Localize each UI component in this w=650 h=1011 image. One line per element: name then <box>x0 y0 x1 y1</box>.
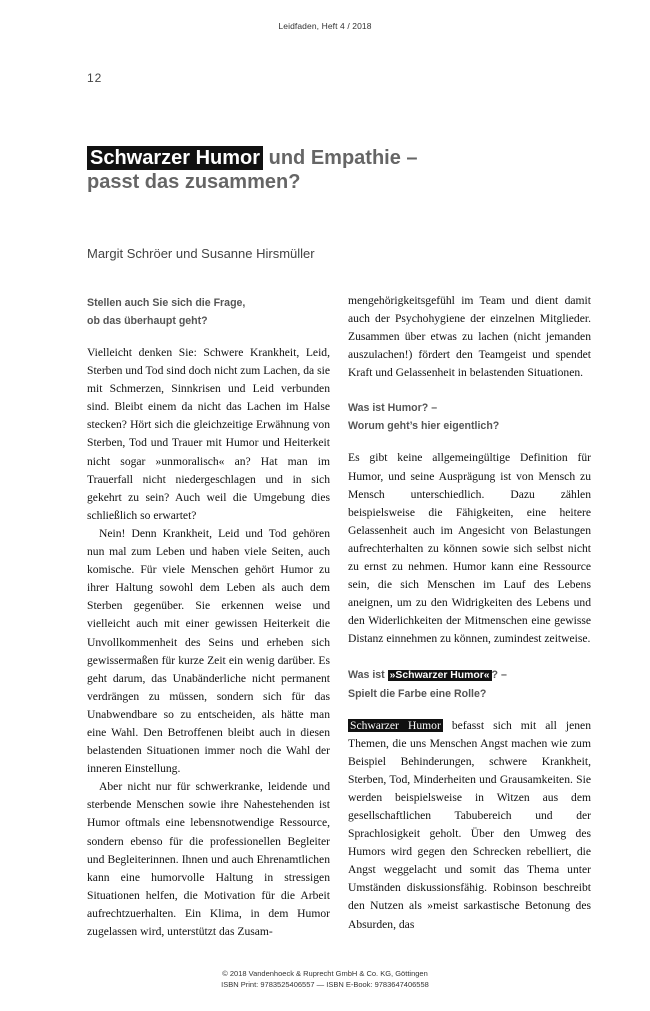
paragraph: Aber nicht nur für schwerkranke, leidende und sterbende Menschen sowie ihre Nahestehenden ist Humor oftmals eine lebensnotwendige Ressource, sondern ebenso für die professionellen Begleiter und Begleiterinnen. Ihnen und auch Ehrenamtlichen kann eine humorvolle Haltung in stressigen Situationen helfen, die Motivation für die Arbeit aufrechtzuerhalten. Ein Klima, in dem Humor zugelassen wird, unterstützt das Zusam- <box>87 780 330 938</box>
title-line2: passt das zusammen? <box>87 171 301 193</box>
running-header: Leidfaden, Heft 4 / 2018 <box>278 21 372 31</box>
section-heading-2-line2: Worum geht’s hier eigentlich? <box>348 420 500 433</box>
paragraph-text: befasst sich mit all jenen Themen, die uns Menschen Angst machen wie zum Beispiel Behinderungen, schwere Krankheit, Sterben, Tod, Minderheiten und Grausamkeiten. Sie werden beispielsweise in Witzen aus dem gesellschaftlichen Tabubereich und der Sprachlosigkeit geholt. Über den Umweg des Humors wird gegen den Schrecken rebelliert, die Angst weggelacht und somit das Thema unter Umständen diskussionsfähig. Robinson beschreibt den Nutzen als »meist sarkastische Betonung des Absurden, das <box>348 718 591 931</box>
section-heading-1-line2: ob das überhaupt geht? <box>87 315 208 327</box>
section-heading-2 <box>348 399 591 435</box>
section-heading-3-prefix: Was ist <box>348 668 388 681</box>
article-title <box>87 146 567 194</box>
authors-line: Margit Schröer und Susanne Hirsmüller <box>87 246 315 261</box>
paragraph: Vielleicht denken Sie: Schwere Krankheit, Leid, Sterben und Tod sind doch nicht zum Lachen, da sie mit Schmerzen, Sinnkrisen und Leid verbunden sind. Bleibt einem da nicht das Lachen im Halse stecken? Hört sich die gleichzeitige Erwähnung von Sterben, Tod und Trauer mit Humor und Heiterkeit nicht sogar »unmoralisch« an? Hat man im Trauerfall nicht niedergeschlagen und in sich gekehrt zu sein? Auch weil die Umgebung dies schließlich so erwartet? <box>87 346 330 522</box>
paragraph: Es gibt keine allgemeingültige Definition für Humor, und seine Ausprägung ist von Mensch zu Mensch unterschiedlich. Dazu zählen beispielsweise die Fähigkeiten, eine heitere Gelassenheit auch im Angesicht von Belastungen aufrechterhalten zu können sowie sich selbst nicht zu ernst zu nehmen. Humor kann eine Ressource sein, die sich Menschen im Lauf des Lebens aneignen, um zu den Widrigkeiten des Lebens und den Widerlichkeiten der Mitmenschen eine gewisse Distanz einnehmen zu können, zumindest zeitweise. <box>348 451 591 646</box>
paragraph: mengehörigkeitsgefühl im Team und dient damit auch der Psychohygiene der einzelnen Mitglieder. Zusammen über etwas zu lachen (nicht jemanden auszulachen!) fördert den Teamgeist und spendet Kraft und Gelassenheit in belastenden Situationen. <box>348 294 591 380</box>
copyright-line: © 2018 Vandenhoeck & Ruprecht GmbH & Co. KG, Göttingen <box>222 969 428 978</box>
section-heading-2-line1: Was ist Humor? – <box>348 402 438 415</box>
section-heading-1-line1: Stellen auch Sie sich die Frage, <box>87 297 246 309</box>
paragraph <box>348 717 591 934</box>
section-heading-3-suffix: ? – <box>491 668 507 681</box>
paragraph: Nein! Denn Krankheit, Leid und Tod gehören nun mal zum Leben und haben viele Seiten, auch komische. Für viele Menschen gehört Humor zu ihrer Haltung sowohl dem Leben als auch dem Sterben gegenüber. Sie erkennen weise und vielleicht auch mit einer gewissen Heiterkeit die Unvollkommenheit des Seins und erheben sich gewissermaßen für kurze Zeit ein wenig darüber. Es geht darum, das Unabänderliche nicht permanent verdrängen zu müssen, sondern sich für das Unabwendbare so zu entscheiden, als hätte man eine Wahl. Den Betroffenen bleibt auch in diesen belastenden Situationen immer noch die Wahl der inneren Einstellung. <box>87 526 330 776</box>
copyright-footer <box>0 968 650 990</box>
page-number: 12 <box>87 71 103 85</box>
title-highlight: Schwarzer Humor <box>87 146 263 170</box>
section-heading-3 <box>348 666 591 703</box>
left-column <box>87 294 330 941</box>
section-heading-3-line2: Spielt die Farbe eine Rolle? <box>348 687 487 700</box>
right-column <box>348 292 591 934</box>
inline-highlight: Schwarzer Humor <box>350 718 441 732</box>
section-heading-3-highlight: »Schwarzer Humor« <box>389 669 490 681</box>
title-rest-line1: und Empathie – <box>263 147 418 169</box>
section-heading-1 <box>87 294 330 330</box>
isbn-line: ISBN Print: 9783525406557 — ISBN E-Book: 9783647406558 <box>221 980 429 989</box>
